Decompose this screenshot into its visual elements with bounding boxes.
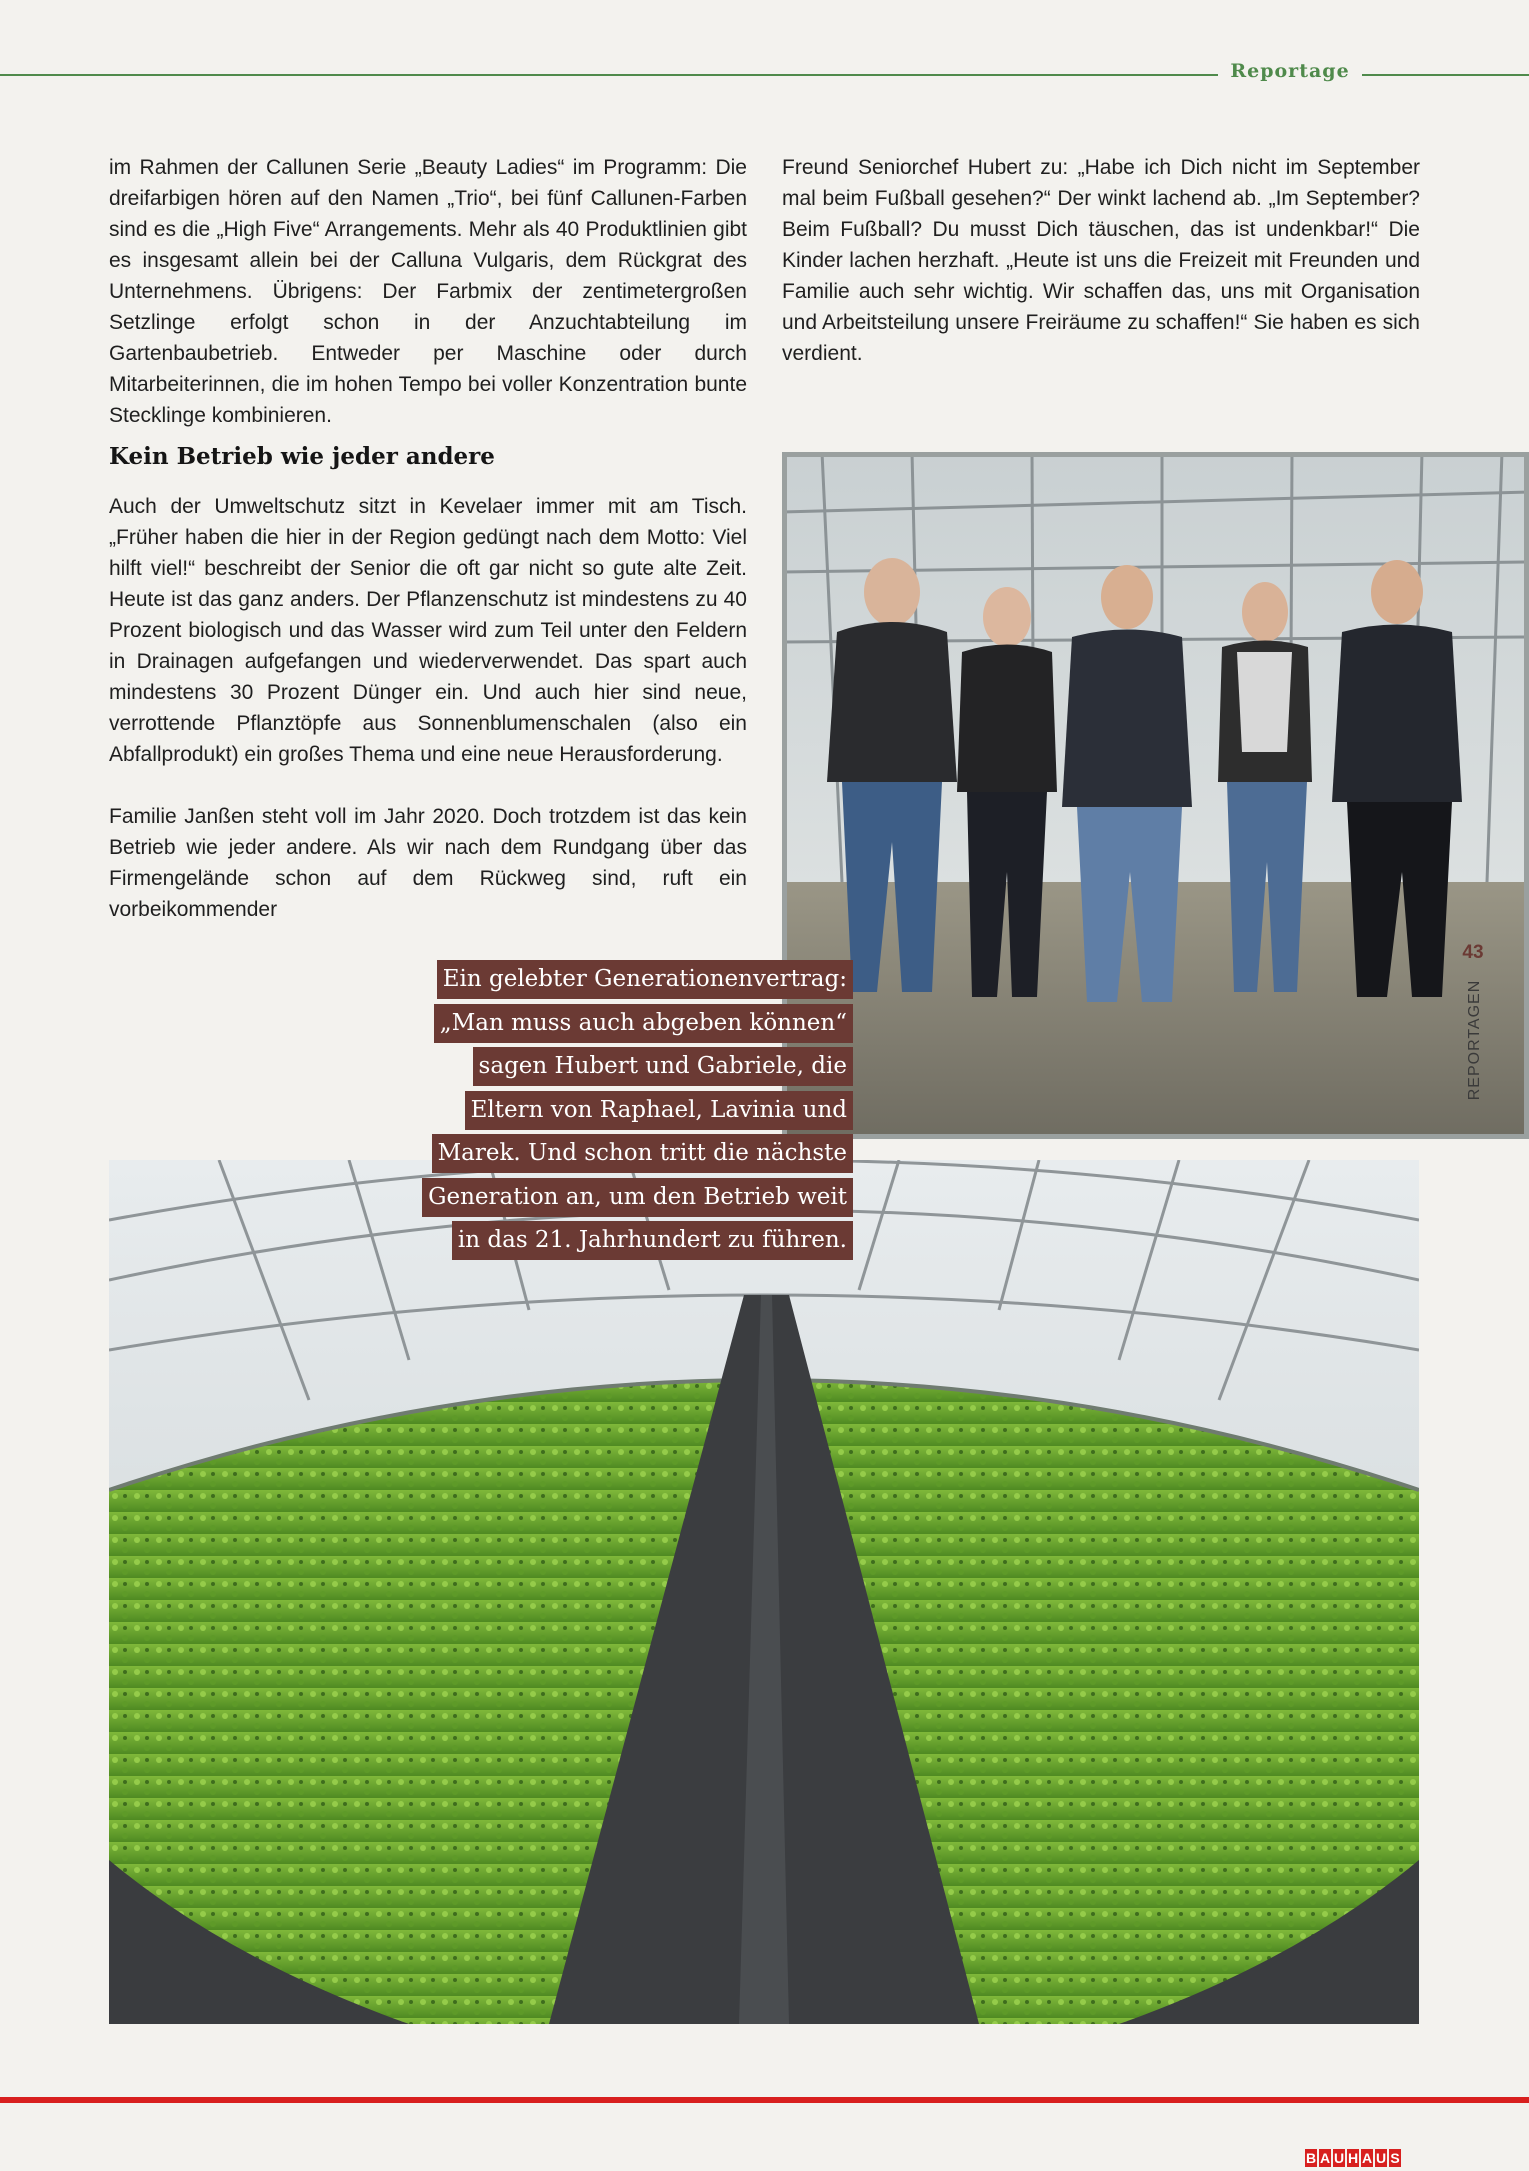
caption-line: in das 21. Jahrhundert zu führen. xyxy=(452,1221,853,1260)
article-subheading: Kein Betrieb wie jeder andere xyxy=(109,443,495,470)
logo-letter: A xyxy=(1319,2150,1331,2166)
section-side-label: REPORTAGEN xyxy=(1466,979,1483,1101)
greenhouse-photo xyxy=(109,1160,1419,2024)
logo-letter: H xyxy=(1347,2150,1359,2166)
caption-line: Eltern von Raphael, Lavinia und xyxy=(465,1091,853,1130)
caption-line: Marek. Und schon tritt die nächste xyxy=(432,1134,853,1173)
caption-line: sagen Hubert und Gabriele, die xyxy=(473,1047,853,1086)
section-label: Reportage xyxy=(1230,60,1350,82)
logo-letter: B xyxy=(1305,2150,1317,2166)
logo-letter: A xyxy=(1361,2150,1373,2166)
article-paragraph: Familie Janßen steht voll im Jahr 2020. Doch trotzdem ist das kein Betrieb wie jeder andere. Als wir nach dem Rundgang über das Firmengelände schon auf dem Rückweg sind, ruft ein vorbeikommender xyxy=(109,805,747,921)
article-column-left-top xyxy=(109,152,747,431)
logo-letter: U xyxy=(1375,2150,1387,2166)
article-paragraph: Freund Seniorchef Hubert zu: „Habe ich Dich nicht im September mal beim Fußball gesehen?“ Der winkt lachend ab. „Im September? Beim Fußball? Du musst Dich täuschen, das ist undenkbar!“ Die Kinder lachen herzhaft. „Heute ist uns die Freizeit mit Freunden und Familie auch sehr wichtig. Wir schaffen das, uns mit Organisation und Arbeitsteilung unsere Freiräume zu schaffen!“ Sie haben es sich verdient. xyxy=(782,156,1420,365)
header-rule-left xyxy=(0,74,1218,76)
caption-line: Generation an, um den Betrieb weit xyxy=(422,1178,853,1217)
photo-caption xyxy=(422,958,853,1263)
bauhaus-logo xyxy=(1305,2149,1401,2171)
article-paragraph: im Rahmen der Callunen Serie „Beauty Ladies“ im Programm: Die dreifarbigen hören auf den Namen „Trio“, bei fünf Callunen-Farben sind es die „High Five“ Arrangements. Mehr als 40 Produktlinien gibt es insgesamt allein bei der Calluna Vulgaris, dem Rückgrat des Unternehmens. Übrigens: Der Farbmix der zentimetergroßen Setzlinge erfolgt schon in der Anzuchtabteilung im Gartenbaubetrieb. Entweder per Maschine oder durch Mitarbeiterinnen, die im hohen Tempo bei voller Konzentration bunte Stecklinge kombinieren. xyxy=(109,156,747,427)
caption-line: Ein gelebter Generationenvertrag: xyxy=(437,960,853,999)
logo-letter: U xyxy=(1333,2150,1345,2166)
page-number: 43 xyxy=(1462,942,1484,963)
footer-rule xyxy=(0,2097,1529,2103)
article-paragraph: Auch der Umweltschutz sitzt in Kevelaer immer mit am Tisch. „Früher haben die hier in der Region gedüngt nach dem Motto: Viel hilft viel!“ beschreibt der Senior die oft gar nicht so gute alte Zeit. Heute ist das ganz anders. Der Pflanzenschutz ist mindestens zu 40 Prozent biologisch und das Wasser wird zum Teil unter den Feldern in Drainagen aufgefangen und wiederverwendet. Das spart auch mindestens 30 Prozent Dünger ein. Und auch hier sind neue, verrottende Pflanztöpfe aus Sonnenblumenschalen (also ein Abfallprodukt) ein großes Thema und eine neue Herausforderung. xyxy=(109,495,747,766)
caption-line: „Man muss auch abgeben können“ xyxy=(434,1004,853,1043)
article-column-left-bottom xyxy=(109,491,747,925)
article-column-right-top xyxy=(782,152,1420,369)
header-rule-right xyxy=(1362,74,1529,76)
logo-letter: S xyxy=(1390,2150,1400,2166)
family-photo xyxy=(782,452,1529,1139)
